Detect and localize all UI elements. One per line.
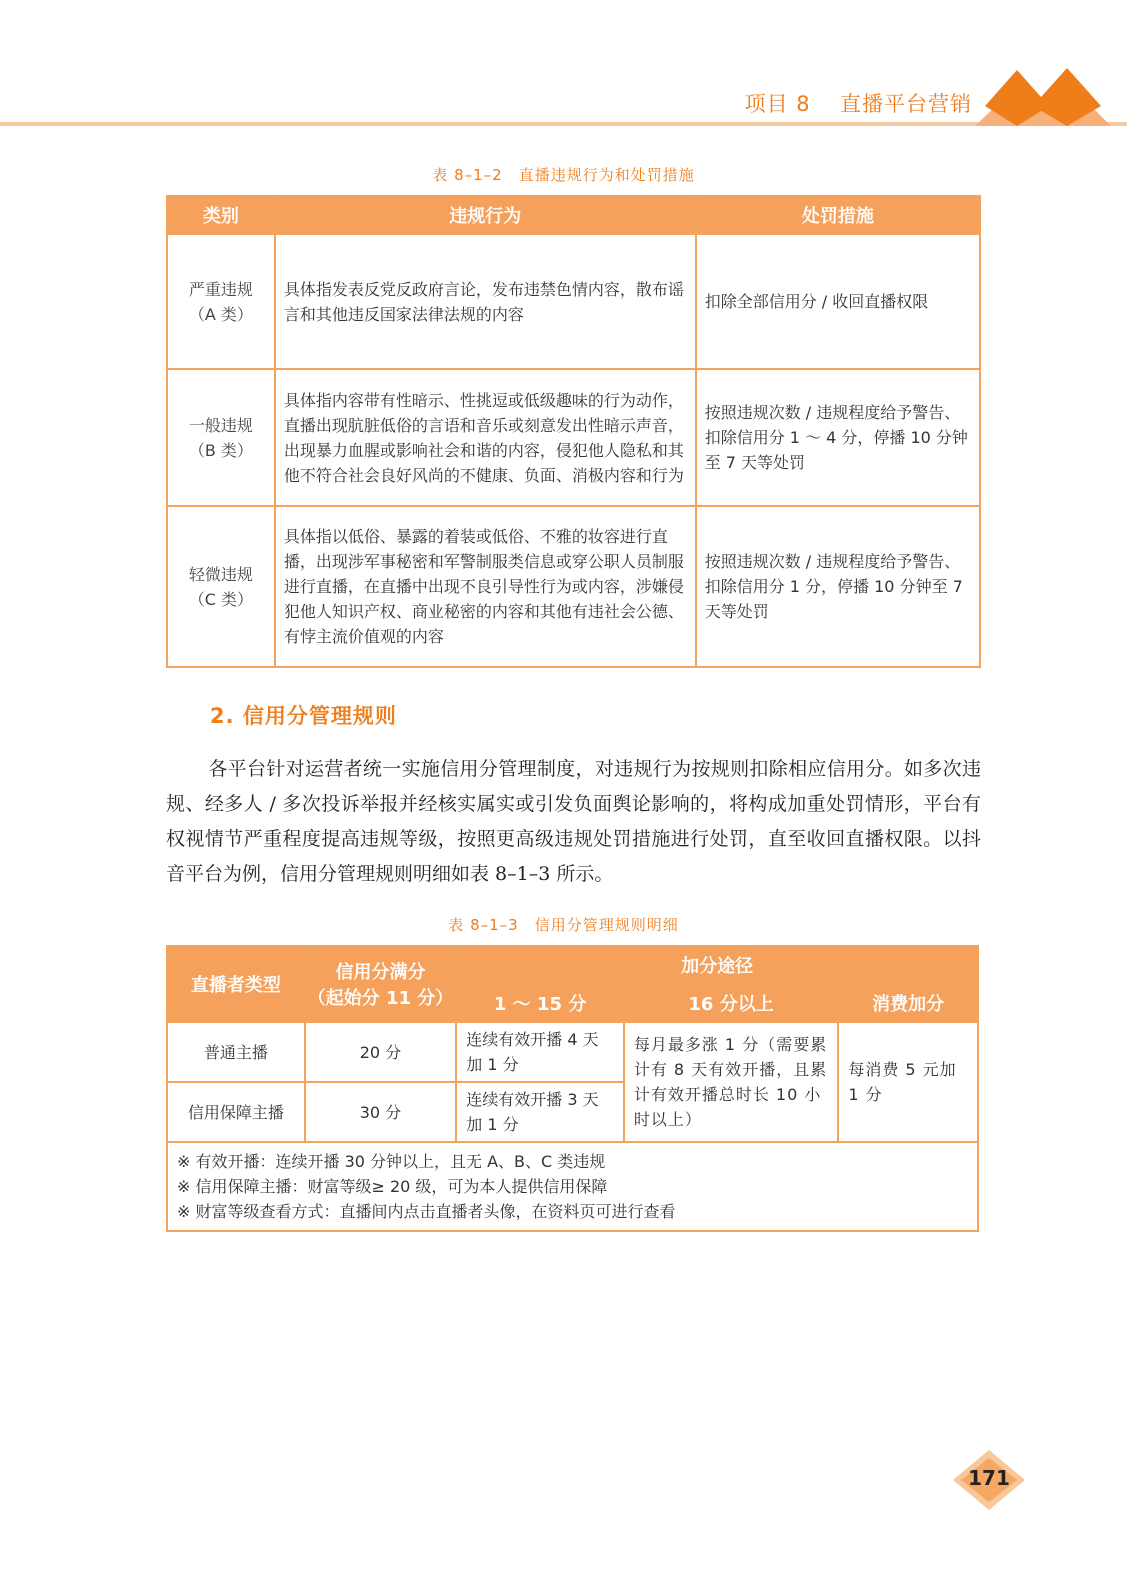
note-item: ※ 财富等级查看方式：直播间内点击直播者头像，在资料页可进行查看: [177, 1202, 676, 1221]
behavior-cell: 具体指以低俗、暴露的着装或低俗、不雅的妆容进行直播，出现涉军事秘密和军警制服类信息或穿公职人员制服进行直播，在直播中出现不良引导性行为或内容，涉嫌侵犯他人知识产权、商业秘密的内容和其他有违社会公德、有悖主流价值观的内容: [275, 506, 696, 667]
table-header-row: [167, 946, 978, 984]
diamond-decoration-icon: [975, 66, 1115, 128]
section-title: 2. 信用分管理规则: [210, 704, 397, 728]
notes-row: [167, 1142, 978, 1231]
penalty-cell: 扣除全部信用分 / 收回直播权限: [696, 234, 980, 369]
table-row: [167, 1022, 978, 1082]
streamer-type-cell: 信用保障主播: [167, 1082, 305, 1142]
range1-cell: 连续有效开播 4 天加 1 分: [456, 1022, 624, 1082]
table1-caption: 表 8–1–2 直播违规行为和处罚措施: [432, 166, 695, 184]
behavior-cell: 具体指发表反党反政府言论，发布违禁色情内容，散布谣言和其他违反国家法律法规的内容: [275, 234, 696, 369]
column-header: 1 ～ 15 分: [456, 984, 624, 1022]
start-score-label: （起始分 11 分）: [307, 988, 454, 1009]
table2-caption: 表 8–1–3 信用分管理规则明细: [448, 916, 679, 934]
category-name: 一般违规: [188, 415, 253, 435]
full-score-cell: 30 分: [305, 1082, 457, 1142]
category-name: 严重违规: [188, 279, 253, 299]
paragraph-text: 各平台针对运营者统一实施信用分管理制度，对违规行为按规则扣除相应信用分。如多次违规、经多人 / 多次投诉举报并经核实属实或引发负面舆论影响的，将构成加重处罚情形，平台有权视情节严重程度提高违规等级，按照更高级违规处罚措施进行处罚，直至收回直播权限。以抖音平台为例，信用分管理规则明细如表 8–1–3 所示。: [166, 758, 981, 885]
project-label: 项目 8: [744, 92, 811, 116]
column-header: 处罚措施: [696, 196, 980, 234]
category-code: （C 类）: [188, 589, 254, 609]
notes-cell: [167, 1142, 978, 1231]
full-score-label: 信用分满分: [335, 962, 426, 983]
note-item: ※ 有效开播：连续开播 30 分钟以上，且无 A、B、C 类违规: [177, 1152, 606, 1171]
range1-cell: 连续有效开播 3 天加 1 分: [456, 1082, 624, 1142]
category-name: 轻微违规: [188, 564, 253, 584]
category-cell: [167, 234, 275, 369]
column-header: 消费加分: [838, 984, 978, 1022]
column-header: 类别: [167, 196, 275, 234]
column-header: 直播者类型: [167, 946, 305, 1022]
full-score-cell: 20 分: [305, 1022, 457, 1082]
column-header: 16 分以上: [624, 984, 838, 1022]
behavior-cell: 具体指内容带有性暗示、性挑逗或低级趣味的行为动作，直播出现肮脏低俗的言语和音乐或刻意发出性暗示声音，出现暴力血腥或影响社会和谐的内容，侵犯他人隐私和其他不符合社会良好风尚的不健康、负面、消极内容和行为: [275, 369, 696, 506]
credit-rules-table: [166, 945, 979, 1232]
chapter-title: 直播平台营销: [840, 92, 972, 116]
category-cell: [167, 369, 275, 506]
range2-cell: 每月最多涨 1 分（需要累计有 8 天有效开播，且累计有效开播总时长 10 小时以上）: [624, 1022, 838, 1142]
table-row: [167, 234, 980, 369]
chapter-header: [745, 88, 972, 118]
column-header: 违规行为: [275, 196, 696, 234]
category-code: （B 类）: [188, 440, 253, 460]
violations-table: [166, 195, 981, 668]
column-header: [305, 946, 457, 1022]
table-header-row: [167, 196, 980, 234]
note-item: ※ 信用保障主播：财富等级≥ 20 级，可为本人提供信用保障: [177, 1177, 608, 1196]
penalty-cell: 按照违规次数 / 违规程度给予警告、扣除信用分 1 ～ 4 分，停播 10 分钟至 7 天等处罚: [696, 369, 980, 506]
page-number: 171: [968, 1466, 1010, 1490]
streamer-type-cell: 普通主播: [167, 1022, 305, 1082]
column-header: 加分途径: [456, 946, 978, 984]
category-cell: [167, 506, 275, 667]
consume-cell: 每消费 5 元加 1 分: [838, 1022, 978, 1142]
header-rule: [0, 122, 1127, 126]
penalty-cell: 按照违规次数 / 违规程度给予警告、扣除信用分 1 分，停播 10 分钟至 7 天等处罚: [696, 506, 980, 667]
table-row: [167, 506, 980, 667]
body-paragraph: [166, 752, 981, 892]
category-code: （A 类）: [188, 304, 253, 324]
table-row: [167, 369, 980, 506]
